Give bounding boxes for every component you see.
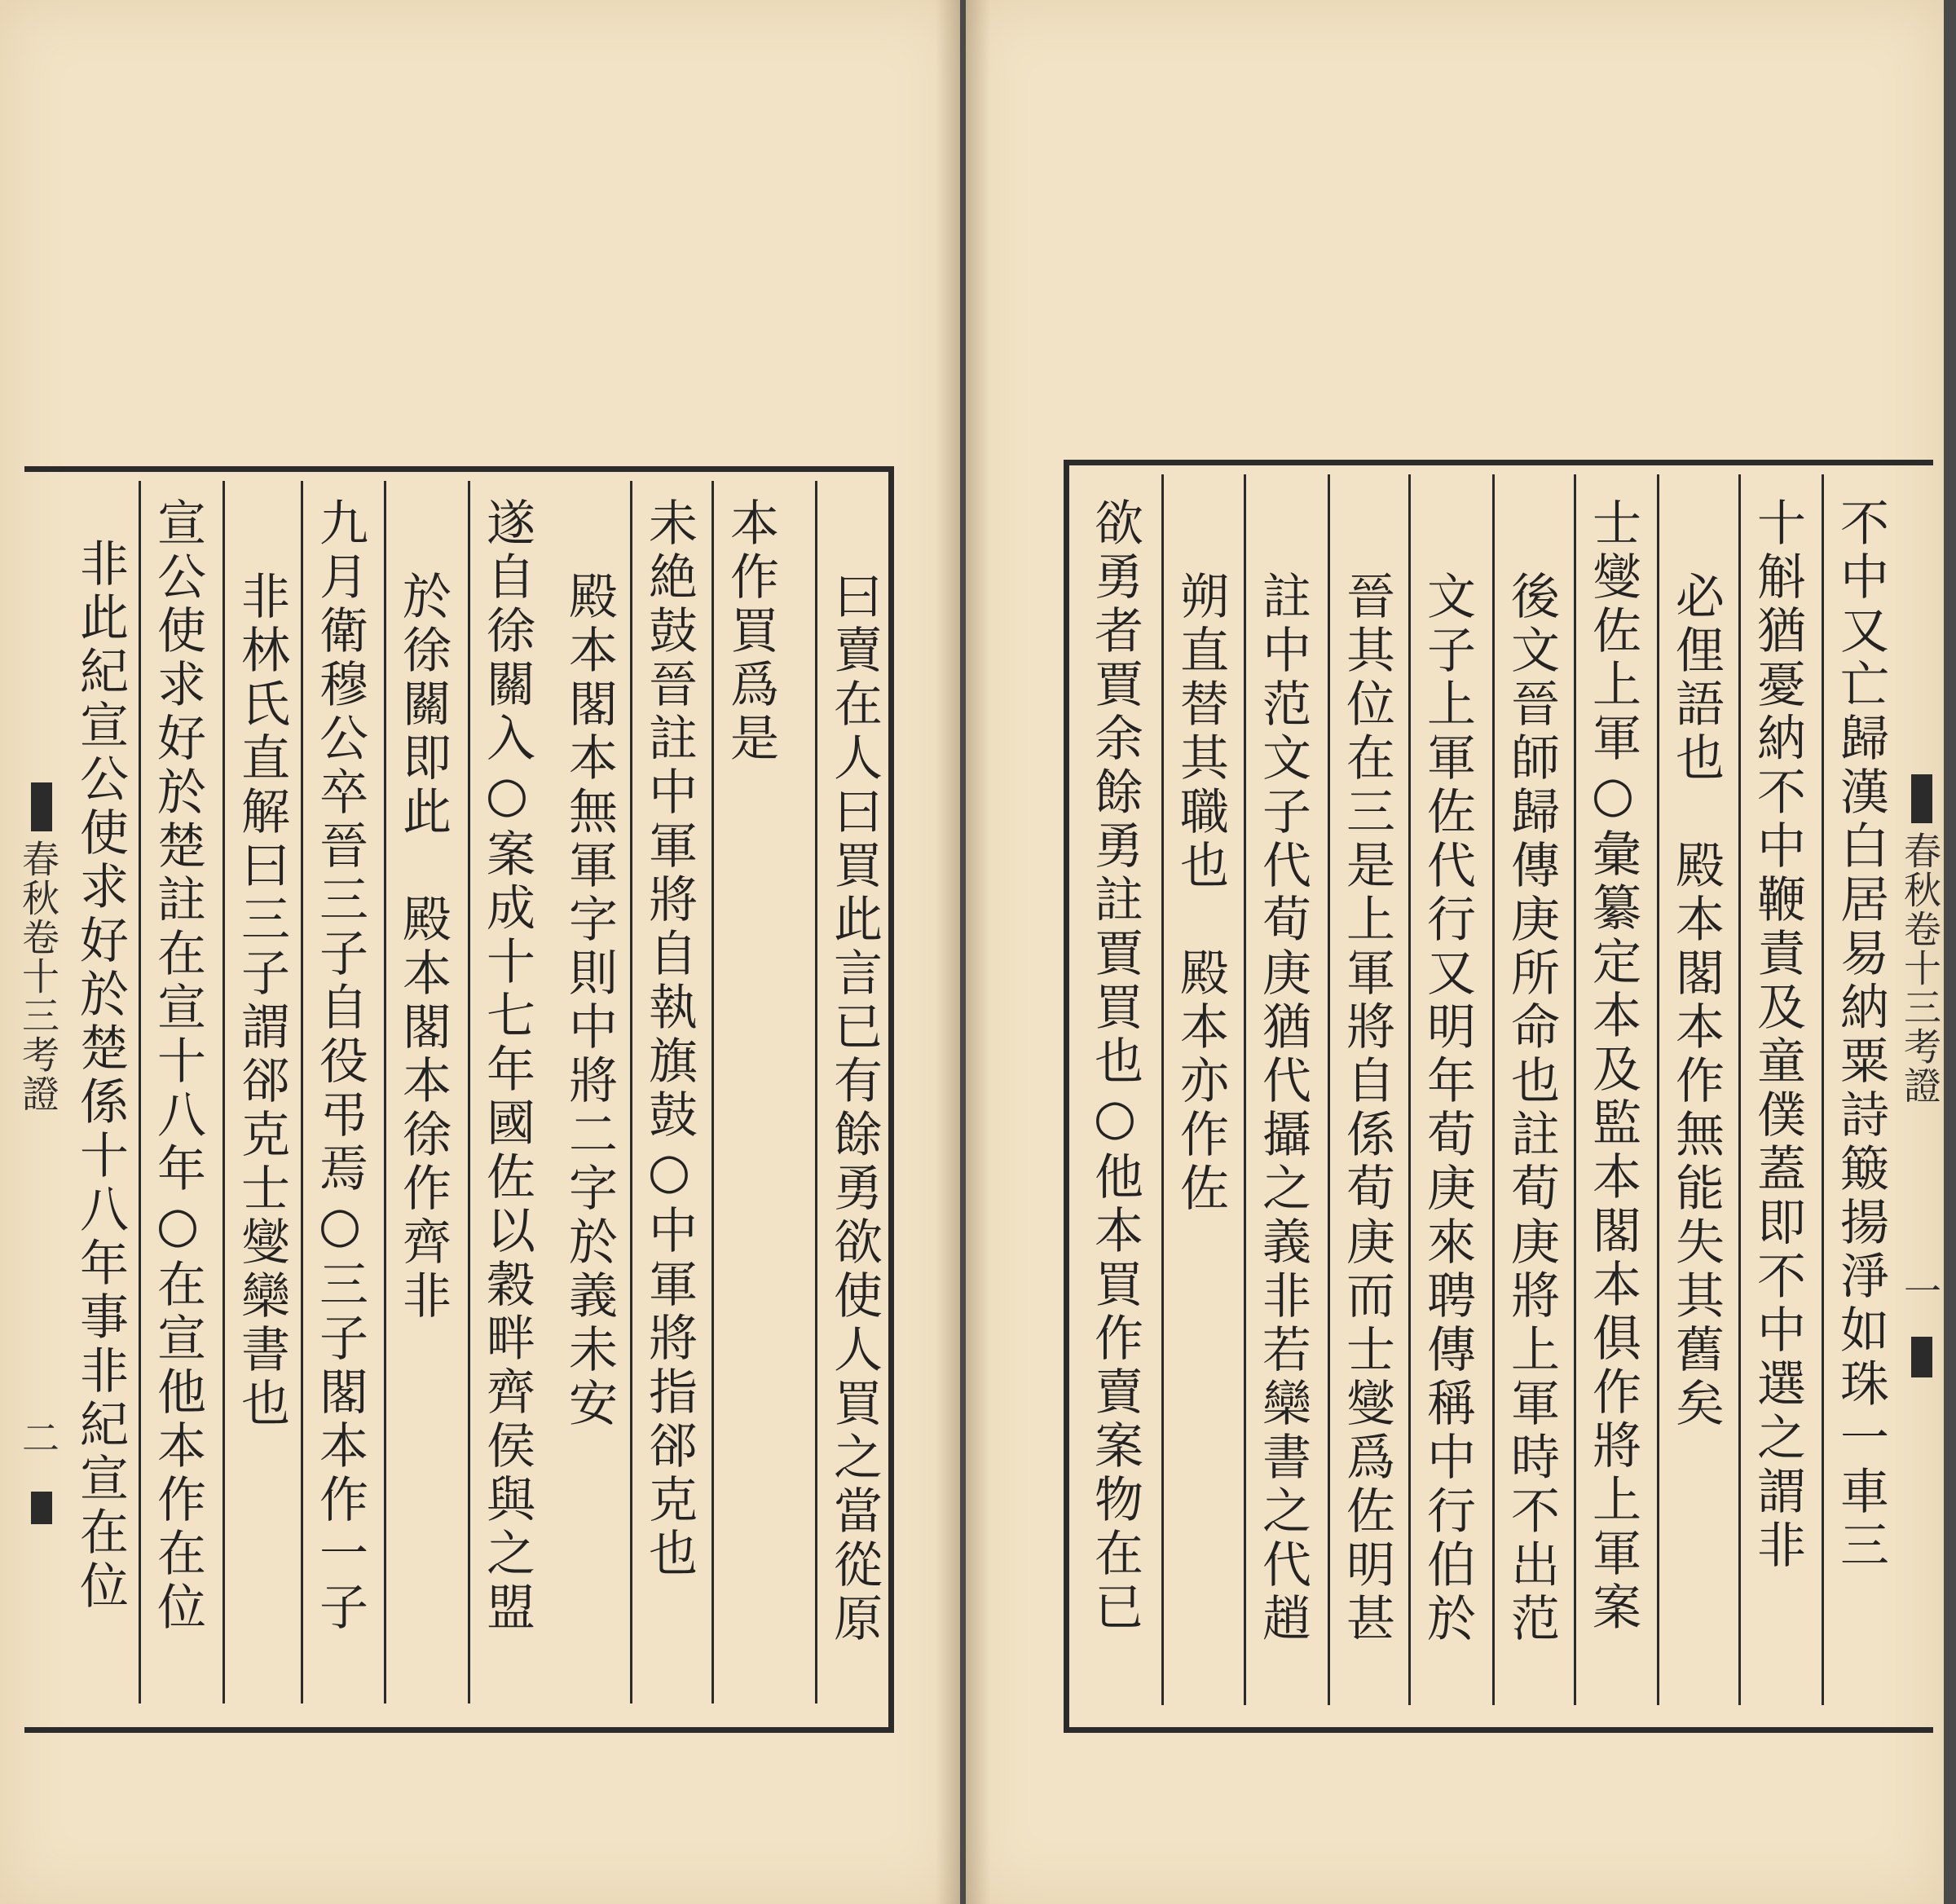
fishtail-mark <box>31 1492 52 1524</box>
right-page <box>966 0 1944 1904</box>
gutter-shadow <box>966 0 990 1904</box>
gutter-shadow <box>936 0 960 1904</box>
text-column: 未絶鼓晉註中軍將自執旗鼓○中軍將指郤克也 <box>641 497 698 1581</box>
column-rule <box>815 481 817 1703</box>
text-column: 文子上軍佐代行又明年荀庚來聘傳稱中行伯於 <box>1419 571 1476 1646</box>
column-rule <box>1657 474 1659 1705</box>
column-rule <box>1492 474 1495 1705</box>
column-rule <box>139 481 141 1703</box>
text-column: 九月衛穆公卒晉三子自役弔焉○三子閣本作一子 <box>311 497 368 1635</box>
text-column: 註中范文子代荀庚猶代攝之義非若欒書之代趙 <box>1254 571 1311 1646</box>
left-page <box>0 0 960 1904</box>
text-column: 非林氏直解曰三子謂郤克士燮欒書也 <box>233 571 290 1431</box>
column-rule <box>222 481 225 1703</box>
margin-label: 春秋卷十三考證 <box>16 840 60 1113</box>
text-column: 後文晉師歸傳庚所命也註荀庚將上軍時不出范 <box>1503 571 1560 1646</box>
column-rule <box>1244 474 1246 1705</box>
column-rule <box>1408 474 1411 1705</box>
column-rule <box>711 481 714 1703</box>
text-column: 欲勇者賈余餘勇註賈買也○他本買作賣案物在已 <box>1086 497 1143 1635</box>
page-number: 一 <box>1898 1272 1942 1311</box>
column-rule <box>630 481 632 1703</box>
text-column: 士燮佐上軍○彙纂定本及監本閣本俱作將上軍案 <box>1584 497 1641 1635</box>
column-rule <box>1822 474 1824 1705</box>
page-number: 二 <box>16 1418 60 1457</box>
text-column: 必俚語也 殿本閣本作無能失其舊矣 <box>1667 571 1725 1431</box>
text-column: 不中又亡歸漢白居易納粟詩簸揚淨如珠一車三 <box>1832 497 1889 1573</box>
column-rule <box>1574 474 1576 1705</box>
text-column: 宣公使求好於楚註在宣十八年○在宣他本作在位 <box>149 497 206 1635</box>
text-column: 本作買爲是 <box>722 497 779 766</box>
fishtail-mark <box>1911 774 1932 823</box>
fishtail-mark <box>31 782 52 831</box>
fishtail-mark <box>1911 1337 1932 1377</box>
text-column: 曰賣在人曰買此言已有餘勇欲使人買之當從原 <box>826 571 883 1646</box>
column-rule <box>468 481 470 1703</box>
column-rule <box>1738 474 1741 1705</box>
text-column: 晉其位在三是上軍將自係荀庚而士燮爲佐明甚 <box>1338 571 1395 1646</box>
text-column: 朔直替其職也 殿本亦作佐 <box>1172 571 1229 1216</box>
column-rule <box>301 481 303 1703</box>
text-column: 非此紀宣公使求好於楚係十八年事非紀宣在位 <box>72 538 129 1614</box>
column-rule <box>1328 474 1330 1705</box>
column-rule <box>1161 474 1164 1705</box>
text-column: 十斛猶憂納不中鞭責及童僕蓋即不中選之謂非 <box>1749 497 1806 1573</box>
column-rule <box>384 481 386 1703</box>
text-column: 遂自徐關入○案成十七年國佐以穀畔齊侯與之盟 <box>478 497 535 1635</box>
text-column: 於徐關即此 殿本閣本徐作齊非 <box>394 571 452 1324</box>
text-column: 殿本閣本無軍字則中將二字於義未安 <box>561 571 618 1431</box>
margin-label: 春秋卷十三考證 <box>1898 831 1942 1105</box>
